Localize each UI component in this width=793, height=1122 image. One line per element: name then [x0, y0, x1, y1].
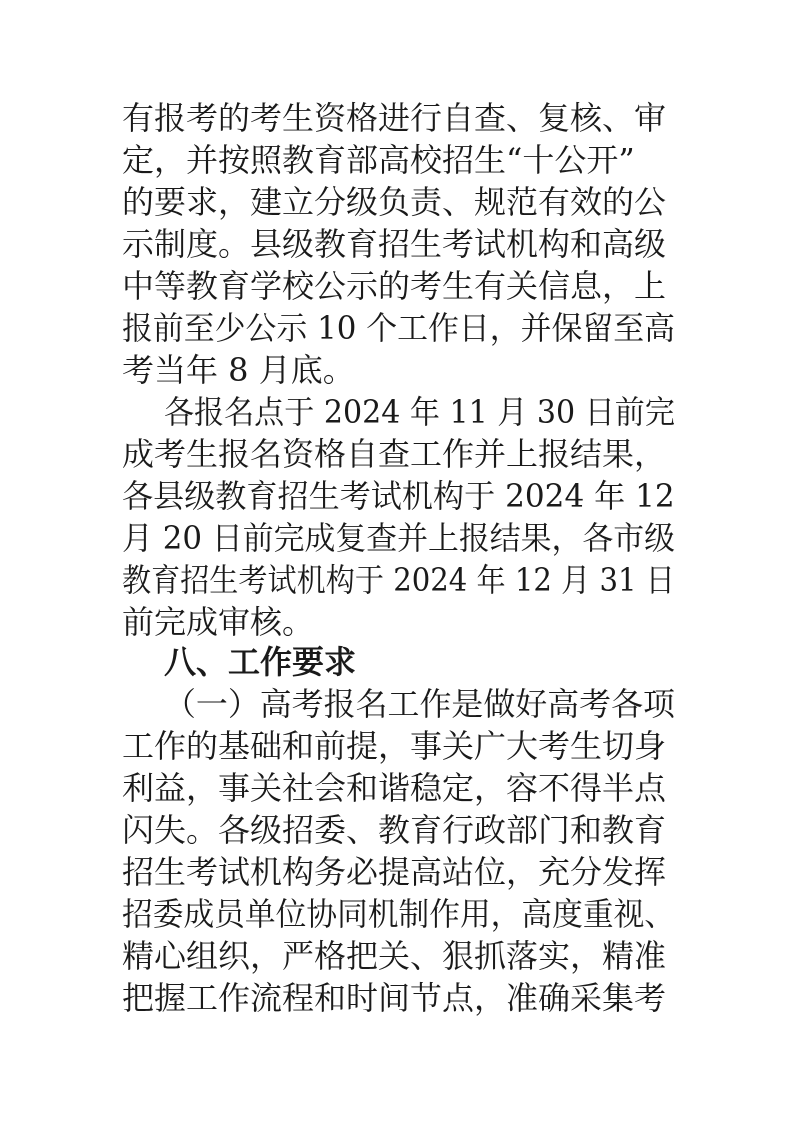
paragraph-line: 教育招生考试机构于 2024 年 12 月 31 日: [122, 561, 675, 599]
paragraph-line: 招生考试机构务必提高站位，充分发挥: [122, 853, 667, 891]
paragraph-line: 各报名点于 2024 年 11 月 30 日前完: [164, 393, 675, 431]
paragraph-line: 利益，事关社会和谐稳定，容不得半点: [122, 769, 667, 807]
paragraph-line: 示制度。县级教育招生考试机构和高级: [122, 225, 667, 263]
paragraph-line: 有报考的考生资格进行自查、复核、审: [122, 99, 667, 137]
paragraph-line: 闪失。各级招委、教育行政部门和教育: [122, 811, 667, 849]
paragraph-line: 精心组织，严格把关、狠抓落实，精准: [122, 937, 667, 975]
paragraph-line: 成考生报名资格自查工作并上报结果，: [122, 435, 667, 473]
paragraph-line: 月 20 日前完成复查并上报结果，各市级: [122, 519, 676, 557]
paragraph-line: 报前至少公示 10 个工作日，并保留至高: [122, 309, 676, 347]
paragraph-line: （一）高考报名工作是做好高考各项: [164, 685, 675, 723]
paragraph-line: 各县级教育招生考试机构于 2024 年 12: [122, 477, 675, 515]
paragraph-line: 把握工作流程和时间节点，准确采集考: [122, 979, 667, 1017]
paragraph-line: 考当年 8 月底。: [122, 351, 355, 389]
paragraph-line: 工作的基础和前提，事关广大考生切身: [122, 727, 667, 765]
paragraph-line: 前完成审核。: [122, 603, 315, 641]
paragraph-line: 中等教育学校公示的考生有关信息，上: [122, 267, 667, 305]
paragraph-line: 招委成员单位协同机制作用，高度重视、: [122, 895, 676, 933]
paragraph-line: 的要求，建立分级负责、规范有效的公: [122, 183, 667, 221]
paragraph-line: 定，并按照教育部高校招生“十公开”: [122, 141, 635, 179]
section-heading: 八、工作要求: [164, 643, 357, 681]
